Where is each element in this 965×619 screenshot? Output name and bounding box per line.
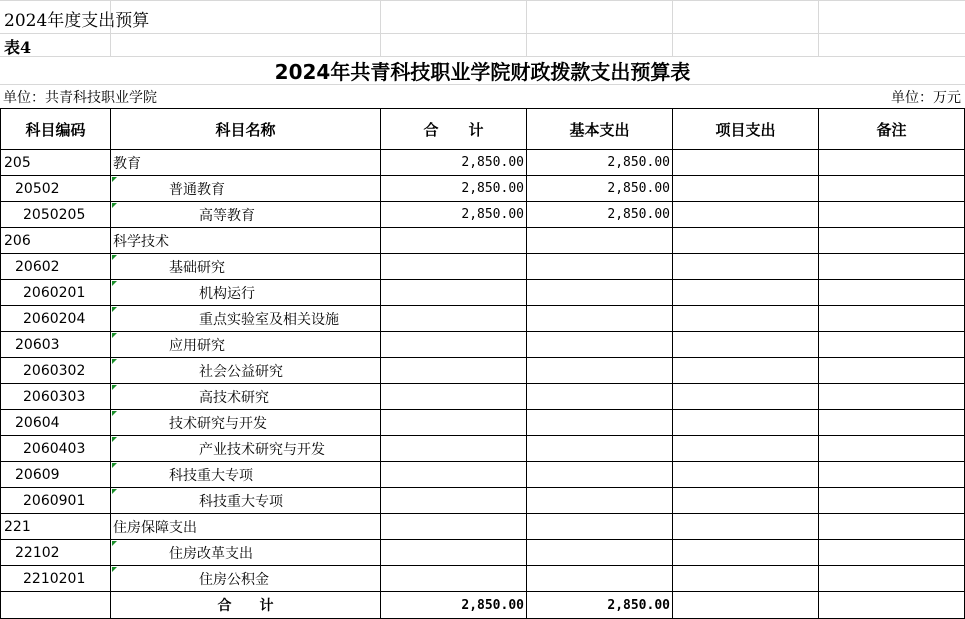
remark[interactable] <box>819 410 965 436</box>
subject-code-cell[interactable] <box>1 436 111 462</box>
total-code-cell[interactable] <box>1 592 111 619</box>
amount-total[interactable]: 2,850.00 <box>381 150 527 176</box>
amount-project[interactable] <box>673 254 819 280</box>
subject-name: 住房保障支出 <box>113 519 197 536</box>
amount-total[interactable] <box>381 306 527 332</box>
remark[interactable] <box>819 462 965 488</box>
subject-name: 重点实验室及相关设施 <box>199 311 339 328</box>
subject-name: 住房改革支出 <box>169 545 253 562</box>
text-format-indicator-icon <box>112 411 117 416</box>
text-format-indicator-icon <box>112 489 117 494</box>
subject-name: 机构运行 <box>199 285 255 302</box>
table-number: 表4 <box>4 38 32 57</box>
amount-project[interactable] <box>673 176 819 202</box>
subject-code-cell[interactable] <box>1 384 111 410</box>
remark[interactable] <box>819 566 965 592</box>
amount-basic[interactable]: 2,850.00 <box>527 176 673 202</box>
subject-code-cell[interactable] <box>1 202 111 228</box>
table-row <box>1 228 965 254</box>
remark[interactable] <box>819 228 965 254</box>
amount-total[interactable] <box>381 462 527 488</box>
total-remark[interactable] <box>819 592 965 619</box>
subject-code-cell[interactable] <box>1 514 111 540</box>
remark[interactable] <box>819 150 965 176</box>
amount-total[interactable] <box>381 358 527 384</box>
subject-code: 2060403 <box>23 440 86 457</box>
subject-code: 2050205 <box>23 206 86 223</box>
amount-total[interactable] <box>381 410 527 436</box>
amount-total[interactable] <box>381 280 527 306</box>
subject-code: 20602 <box>15 258 60 275</box>
text-format-indicator-icon <box>112 281 117 286</box>
amount-total[interactable]: 2,850.00 <box>381 202 527 228</box>
amount-project[interactable] <box>673 410 819 436</box>
amount-total[interactable] <box>381 332 527 358</box>
text-format-indicator-icon <box>112 567 117 572</box>
subject-code: 22102 <box>15 544 60 561</box>
subject-name-cell[interactable] <box>111 488 381 514</box>
amount-total[interactable] <box>381 384 527 410</box>
subject-code-cell[interactable] <box>1 306 111 332</box>
table-row <box>1 514 965 540</box>
amount-basic[interactable] <box>527 514 673 540</box>
amount-project[interactable] <box>673 566 819 592</box>
amount-basic[interactable] <box>527 540 673 566</box>
table-row <box>1 150 965 176</box>
total-row <box>1 592 965 619</box>
table-row <box>1 176 965 202</box>
page-title: 2024年共青科技职业学院财政拨款支出预算表 <box>274 60 691 84</box>
subject-name-cell[interactable] <box>111 280 381 306</box>
amount-project[interactable] <box>673 150 819 176</box>
subject-name: 社会公益研究 <box>199 363 283 380</box>
amount-project[interactable] <box>673 514 819 540</box>
table-row <box>1 280 965 306</box>
text-format-indicator-icon <box>112 541 117 546</box>
table-row <box>1 566 965 592</box>
text-format-indicator-icon <box>112 437 117 442</box>
table-row <box>1 306 965 332</box>
table-row <box>1 488 965 514</box>
remark[interactable] <box>819 436 965 462</box>
amount-basic[interactable] <box>527 488 673 514</box>
subject-name: 科学技术 <box>113 233 169 250</box>
amount-project[interactable] <box>673 202 819 228</box>
amount-project[interactable] <box>673 384 819 410</box>
amount-project[interactable] <box>673 306 819 332</box>
amount-project[interactable] <box>673 228 819 254</box>
amount-basic[interactable] <box>527 462 673 488</box>
amount-total[interactable]: 2,850.00 <box>381 176 527 202</box>
subject-code: 2210201 <box>23 570 86 587</box>
subject-name: 普通教育 <box>169 181 225 198</box>
subject-name-cell[interactable] <box>111 358 381 384</box>
subject-code-cell[interactable] <box>1 540 111 566</box>
subject-name: 科技重大专项 <box>169 467 253 484</box>
amount-total[interactable] <box>381 514 527 540</box>
total-amount[interactable]: 2,850.00 <box>381 592 527 619</box>
subject-name: 技术研究与开发 <box>169 415 267 432</box>
table-row <box>1 436 965 462</box>
table-row <box>1 540 965 566</box>
subject-code: 2060201 <box>23 284 86 301</box>
unit-currency: 单位：万元 <box>891 90 961 106</box>
amount-total[interactable] <box>381 488 527 514</box>
subject-code: 221 <box>4 518 31 535</box>
text-format-indicator-icon <box>112 359 117 364</box>
subject-code: 20609 <box>15 466 60 483</box>
amount-basic[interactable] <box>527 254 673 280</box>
table-row <box>1 202 965 228</box>
subject-name: 教育 <box>113 155 141 172</box>
subject-name-cell[interactable] <box>111 306 381 332</box>
subject-code: 2060901 <box>23 492 86 509</box>
subject-name: 产业技术研究与开发 <box>199 441 325 458</box>
amount-project[interactable] <box>673 280 819 306</box>
header-total[interactable]: 合 计 <box>381 109 527 150</box>
grid-line <box>818 0 819 56</box>
subject-code-cell[interactable] <box>1 332 111 358</box>
amount-project[interactable] <box>673 358 819 384</box>
subject-code: 206 <box>4 232 31 249</box>
header-remark[interactable]: 备注 <box>819 109 965 150</box>
subject-code: 20502 <box>15 180 60 197</box>
subject-name-cell[interactable] <box>111 384 381 410</box>
amount-project[interactable] <box>673 488 819 514</box>
amount-basic[interactable] <box>527 436 673 462</box>
total-project[interactable] <box>673 592 819 619</box>
subject-name: 科技重大专项 <box>199 493 283 510</box>
grid-line <box>0 0 965 1</box>
text-format-indicator-icon <box>112 307 117 312</box>
subject-code-cell[interactable] <box>1 410 111 436</box>
subject-name: 基础研究 <box>169 259 225 276</box>
text-format-indicator-icon <box>112 255 117 260</box>
header-code[interactable]: 科目编码 <box>1 109 111 150</box>
table-row <box>1 410 965 436</box>
subject-name: 高等教育 <box>199 207 255 224</box>
header-name[interactable]: 科目名称 <box>111 109 381 150</box>
subject-code-cell[interactable] <box>1 358 111 384</box>
subject-code: 2060302 <box>23 362 86 379</box>
amount-basic[interactable] <box>527 332 673 358</box>
remark[interactable] <box>819 332 965 358</box>
header-row <box>1 109 965 150</box>
remark[interactable] <box>819 306 965 332</box>
subject-code-cell[interactable] <box>1 280 111 306</box>
subject-name-cell[interactable] <box>111 202 381 228</box>
amount-basic[interactable] <box>527 280 673 306</box>
subject-name: 应用研究 <box>169 337 225 354</box>
table-row <box>1 358 965 384</box>
subject-code: 2060303 <box>23 388 86 405</box>
table-row <box>1 462 965 488</box>
grid-line <box>672 0 673 56</box>
amount-total[interactable] <box>381 254 527 280</box>
amount-basic[interactable] <box>527 566 673 592</box>
total-basic[interactable]: 2,850.00 <box>527 592 673 619</box>
header-basic[interactable]: 基本支出 <box>527 109 673 150</box>
remark[interactable] <box>819 540 965 566</box>
subject-name-cell[interactable] <box>111 410 381 436</box>
table-row <box>1 384 965 410</box>
grid-line <box>380 0 381 56</box>
amount-project[interactable] <box>673 462 819 488</box>
amount-basic[interactable] <box>527 384 673 410</box>
remark[interactable] <box>819 202 965 228</box>
amount-basic[interactable]: 2,850.00 <box>527 202 673 228</box>
subject-name-cell[interactable] <box>111 514 381 540</box>
amount-total[interactable] <box>381 540 527 566</box>
subject-code-cell[interactable] <box>1 462 111 488</box>
amount-total[interactable] <box>381 228 527 254</box>
amount-basic[interactable] <box>527 358 673 384</box>
amount-total[interactable] <box>381 436 527 462</box>
subject-code: 20603 <box>15 336 60 353</box>
amount-project[interactable] <box>673 436 819 462</box>
subject-code-cell[interactable] <box>1 228 111 254</box>
remark[interactable] <box>819 514 965 540</box>
grid-line <box>526 0 527 56</box>
table-row <box>1 332 965 358</box>
subject-code-cell[interactable] <box>1 254 111 280</box>
amount-project[interactable] <box>673 540 819 566</box>
remark[interactable] <box>819 254 965 280</box>
amount-basic[interactable]: 2,850.00 <box>527 150 673 176</box>
budget-table <box>0 108 965 619</box>
amount-total[interactable] <box>381 566 527 592</box>
remark[interactable] <box>819 488 965 514</box>
subject-name: 高技术研究 <box>199 389 269 406</box>
subject-name-cell[interactable] <box>111 462 381 488</box>
subject-name-cell[interactable] <box>111 228 381 254</box>
amount-basic[interactable] <box>527 410 673 436</box>
subject-code: 2060204 <box>23 310 86 327</box>
subject-code-cell[interactable] <box>1 488 111 514</box>
subject-name-cell[interactable] <box>111 332 381 358</box>
text-format-indicator-icon <box>112 385 117 390</box>
subject-name: 住房公积金 <box>199 571 269 588</box>
subject-code-cell[interactable] <box>1 566 111 592</box>
remark[interactable] <box>819 176 965 202</box>
amount-project[interactable] <box>673 332 819 358</box>
subject-name-cell[interactable] <box>111 540 381 566</box>
remark[interactable] <box>819 384 965 410</box>
amount-basic[interactable] <box>527 228 673 254</box>
subject-code-cell[interactable] <box>1 150 111 176</box>
subject-name-cell[interactable] <box>111 176 381 202</box>
text-format-indicator-icon <box>112 177 117 182</box>
table-row <box>1 254 965 280</box>
grid-line <box>0 33 965 34</box>
text-format-indicator-icon <box>112 333 117 338</box>
unit-organization: 单位：共青科技职业学院 <box>3 90 157 106</box>
subject-name-cell[interactable] <box>111 254 381 280</box>
subject-code: 20604 <box>15 414 60 431</box>
subject-name-cell[interactable] <box>111 436 381 462</box>
subject-name-cell[interactable] <box>111 566 381 592</box>
subject-code: 205 <box>4 154 31 171</box>
sheet-title: 2024年度支出预算 <box>4 11 150 31</box>
text-format-indicator-icon <box>112 203 117 208</box>
text-format-indicator-icon <box>112 463 117 468</box>
remark[interactable] <box>819 280 965 306</box>
remark[interactable] <box>819 358 965 384</box>
subject-code-cell[interactable] <box>1 176 111 202</box>
amount-basic[interactable] <box>527 306 673 332</box>
header-project[interactable]: 项目支出 <box>673 109 819 150</box>
total-label[interactable]: 合 计 <box>111 592 381 619</box>
subject-name-cell[interactable] <box>111 150 381 176</box>
